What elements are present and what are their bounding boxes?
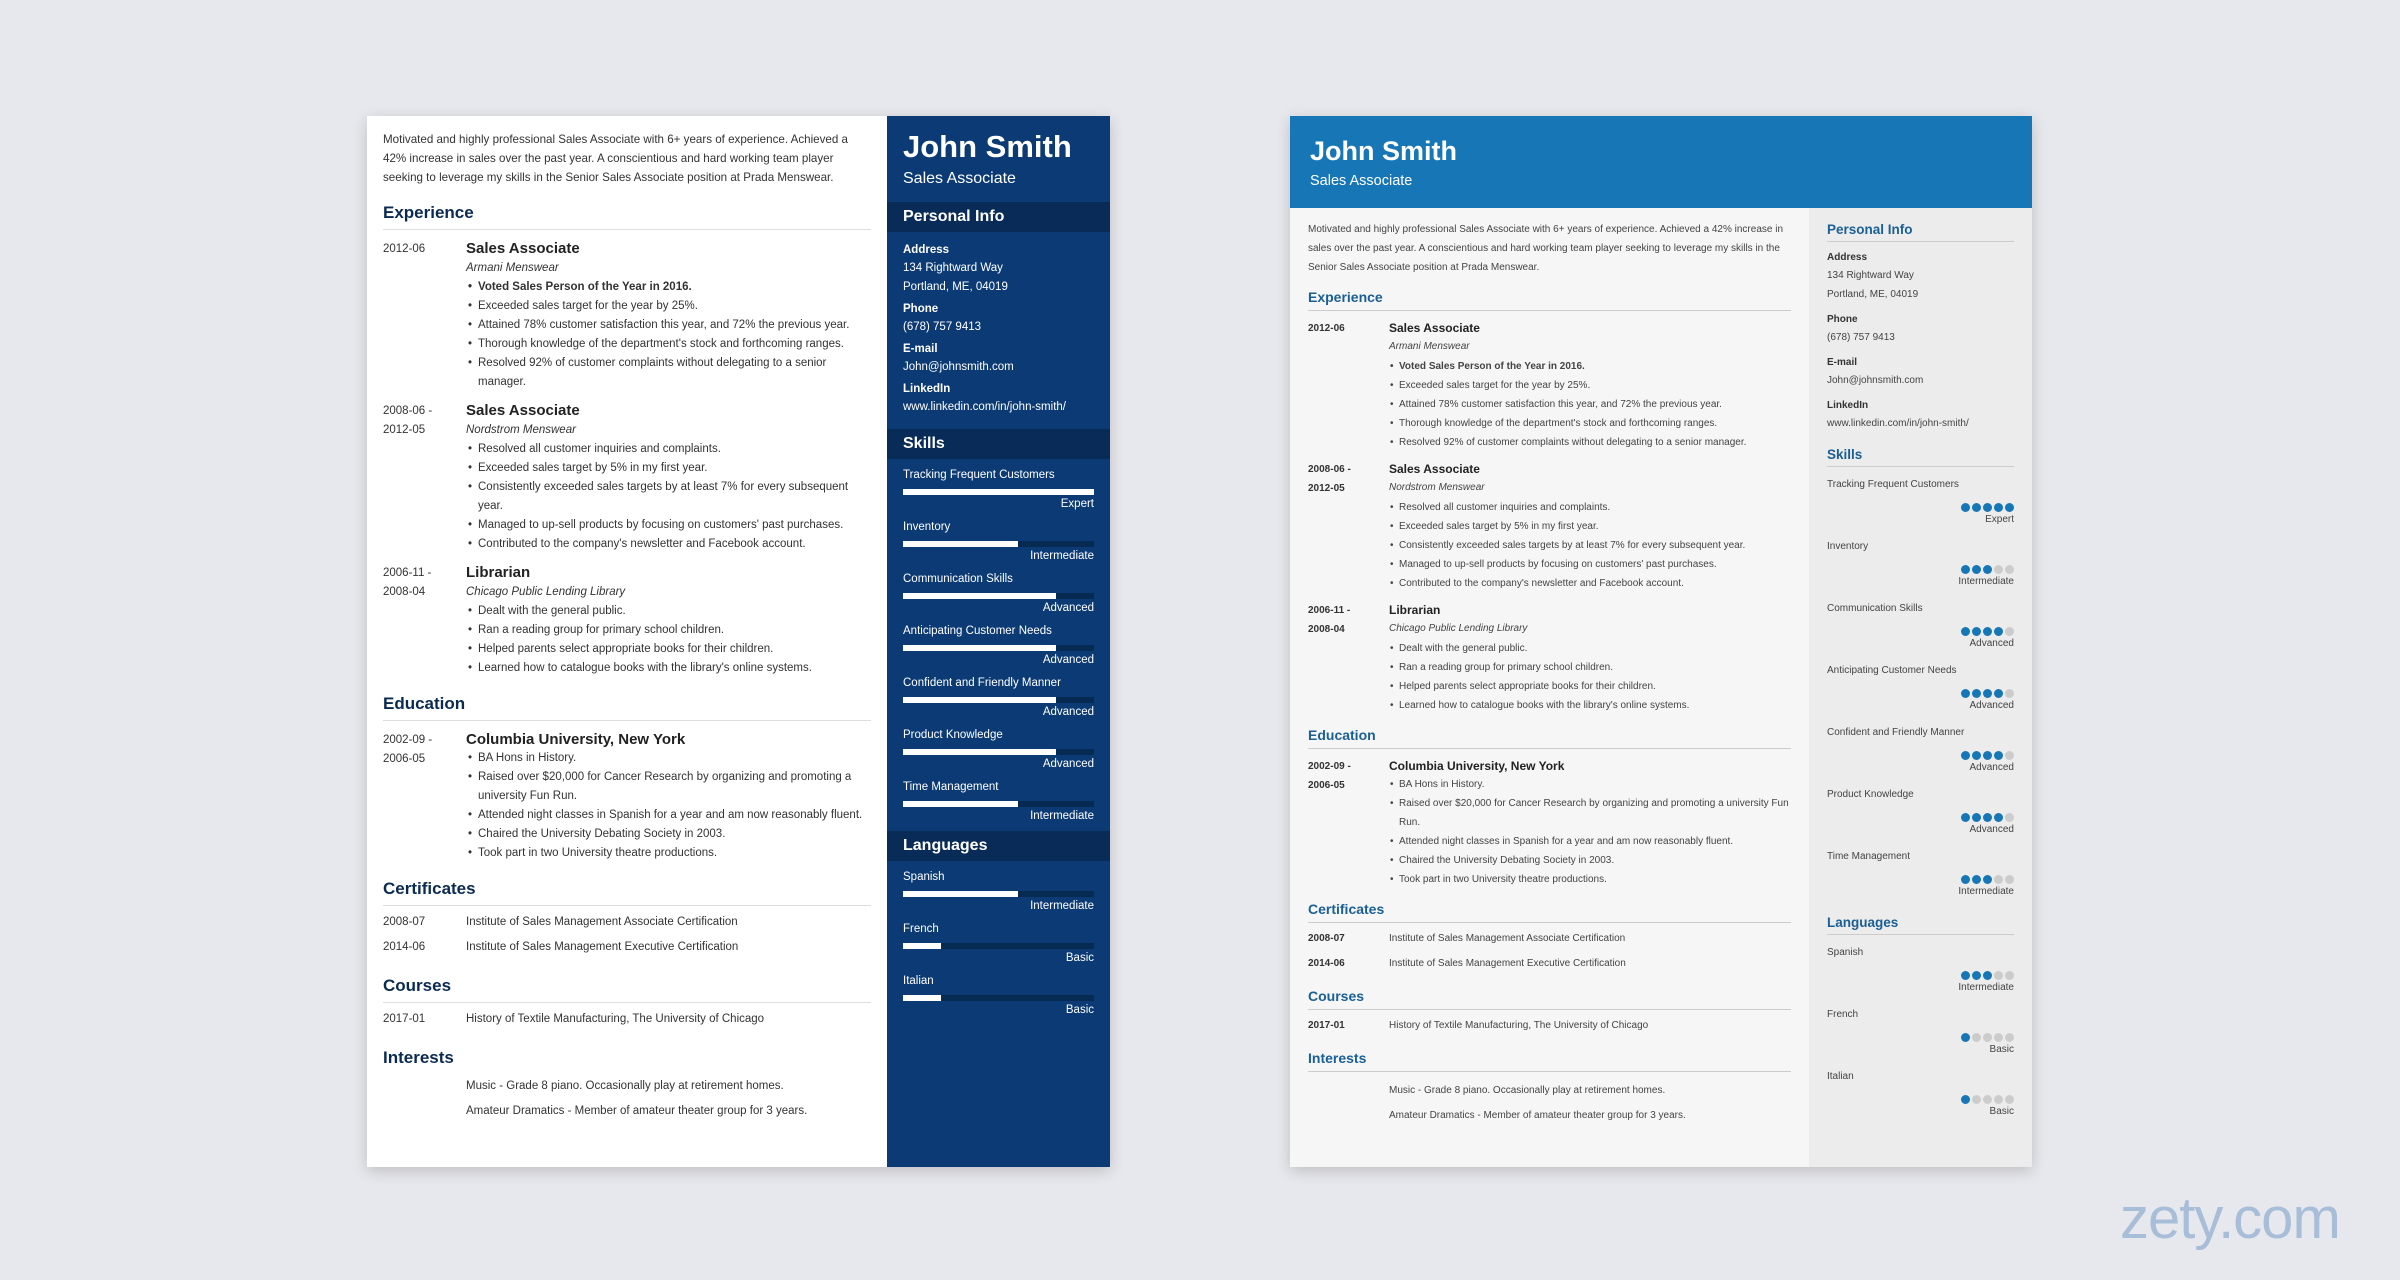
course-name: History of Textile Manufacturing, The University of Chicago <box>466 1013 765 1025</box>
skill-level: Advanced <box>1042 758 1094 770</box>
skill-bar-fill <box>903 593 1056 599</box>
certificates-list <box>1308 926 1791 976</box>
certificate-row <box>383 935 871 960</box>
rating-dot <box>1972 503 1981 512</box>
candidate-title: Sales Associate <box>1310 173 1413 189</box>
skill-name: Time Management <box>903 781 999 793</box>
skill-name: Product Knowledge <box>903 729 1003 741</box>
skills-heading: Skills <box>887 429 1110 459</box>
skill-item <box>1827 663 2014 715</box>
skill-level: Intermediate <box>1958 576 2014 587</box>
interests-heading: Interests <box>383 1048 454 1067</box>
exp-date-end: 2008-04 <box>1308 624 1345 635</box>
bullet-item: • Chaired the University Debating Society in 2003. <box>466 825 871 844</box>
certificate-date: 2008-07 <box>1308 933 1345 944</box>
experience-heading: Experience <box>1308 289 1791 311</box>
edu-date-start: 2002-09 - <box>383 734 433 746</box>
skill-bar-fill <box>903 891 1018 897</box>
bullet-item: • Helped parents select appropriate books for their children. <box>1389 677 1791 696</box>
skill-rating <box>1827 499 2014 511</box>
skill-level: Advanced <box>1969 762 2014 773</box>
bullet-item: • Consistently exceeded sales targets by at least 7% for every subsequent year. <box>466 478 871 516</box>
skill-rating <box>1827 623 2014 635</box>
skill-level: Expert <box>1985 514 2014 525</box>
role-title: Librarian <box>466 564 531 581</box>
zety-logo[interactable]: zety.com <box>2120 1186 2340 1251</box>
experience-entry <box>383 402 871 554</box>
skill-level: Intermediate <box>1030 900 1094 912</box>
certificate-name: Institute of Sales Management Associate Certification <box>1389 933 1626 944</box>
skill-name: Inventory <box>1827 541 1869 552</box>
skill-bar <box>903 943 1094 949</box>
experience-body <box>1389 601 1791 715</box>
education-entry <box>1308 757 1791 889</box>
certificates-heading: Certificates <box>383 879 871 906</box>
skill-item <box>1827 1069 2014 1121</box>
skill-name: Communication Skills <box>903 573 1013 585</box>
skill-level: Expert <box>1060 498 1094 510</box>
skill-level: Basic <box>1989 1106 2014 1117</box>
skill-name: Confident and Friendly Manner <box>903 677 1061 689</box>
experience-bullets <box>1389 498 1791 593</box>
education-entry <box>383 731 871 863</box>
resume-sidebar <box>1809 208 2032 1167</box>
skill-rating <box>1827 809 2014 821</box>
course-date: 2017-01 <box>1308 1020 1345 1031</box>
summary: Motivated and highly professional Sales Associate with 6+ years of experience. Achieved a 42% increase in sales over the past year. A conscientious and hard working team player seeking to leverage my skills in the Senior Sales Associate position at Prada Menswear. <box>383 133 848 184</box>
bullet-item: • Chaired the University Debating Society in 2003. <box>1389 851 1791 870</box>
certificate-name: Institute of Sales Management Associate Certification <box>466 916 738 928</box>
info-value: (678) 757 9413 <box>903 321 982 333</box>
exp-date-end: 2008-04 <box>383 586 426 598</box>
bullet-item: • BA Hons in History. <box>466 749 871 768</box>
experience-heading: Experience <box>383 203 871 230</box>
exp-date-end: 2012-05 <box>383 424 426 436</box>
skill-item <box>1827 1007 2014 1059</box>
skills-list <box>1827 477 2014 901</box>
rating-dot <box>1961 503 1970 512</box>
skill-bar-fill <box>903 995 941 1001</box>
school-name: Columbia University, New York <box>466 731 686 748</box>
skill-bar <box>903 801 1094 807</box>
skill-level: Advanced <box>1042 706 1094 718</box>
experience-entry <box>383 564 871 678</box>
skill-level: Advanced <box>1969 638 2014 649</box>
rating-dot <box>1961 1095 1970 1104</box>
experience-body <box>466 402 871 554</box>
personal-info-heading: Personal Info <box>887 202 1110 232</box>
info-label: E-mail <box>1827 357 1858 368</box>
bullet-item: • Ran a reading group for primary school children. <box>1389 658 1791 677</box>
skill-rating <box>1827 685 2014 697</box>
info-value: Portland, ME, 04019 <box>903 281 1008 293</box>
skill-name: Tracking Frequent Customers <box>903 469 1055 481</box>
bullet-item: • Dealt with the general public. <box>466 602 871 621</box>
bullet-item: • Contributed to the company's newsletter and Facebook account. <box>1389 574 1791 593</box>
languages-list <box>887 861 1110 1019</box>
skill-bar <box>903 489 1094 495</box>
rating-dot <box>1972 1095 1981 1104</box>
organization: Nordstrom Menswear <box>1389 482 1485 493</box>
skill-name: Communication Skills <box>1827 603 1923 614</box>
experience-bullets <box>1389 357 1791 452</box>
exp-date-start: 2012-06 <box>383 243 426 255</box>
info-value: www.linkedin.com/in/john-smith/ <box>903 401 1066 413</box>
bullet-item: • Contributed to the company's newsletter and Facebook account. <box>466 535 871 554</box>
skill-level: Basic <box>1065 1004 1094 1016</box>
info-label: E-mail <box>903 343 938 355</box>
skill-name: Italian <box>903 975 934 987</box>
personal-info <box>887 232 1110 417</box>
rating-dot <box>1961 1033 1970 1042</box>
bullet-item: • Managed to up-sell products by focusing on customers' past purchases. <box>466 516 871 535</box>
bullet-item: • Took part in two University theatre productions. <box>1389 870 1791 889</box>
organization: Nordstrom Menswear <box>466 424 576 436</box>
experience-bullets <box>1389 639 1791 715</box>
info-value: 134 Rightward Way <box>903 262 1003 274</box>
bullet-item: • Took part in two University theatre productions. <box>466 844 871 863</box>
resume-main-column <box>367 116 887 1167</box>
candidate-name: John Smith <box>903 129 1072 164</box>
role-title: Sales Associate <box>466 240 580 257</box>
info-label: LinkedIn <box>1827 400 1869 411</box>
course-row <box>1308 1013 1791 1038</box>
skill-name: Anticipating Customer Needs <box>903 625 1052 637</box>
certificate-row <box>383 910 871 935</box>
edu-date-start: 2002-09 - <box>1308 761 1351 772</box>
bullet-item: • Ran a reading group for primary school children. <box>466 621 871 640</box>
bullet-item: • Exceeded sales target for the year by 25%. <box>1389 376 1791 395</box>
bullet-item: • Voted Sales Person of the Year in 2016. <box>466 278 871 297</box>
certificates-heading: Certificates <box>1308 901 1791 923</box>
skill-rating <box>1827 561 2014 573</box>
skill-item <box>1827 787 2014 839</box>
info-label: Phone <box>1827 314 1858 325</box>
courses-list <box>383 1007 871 1032</box>
info-value: John@johnsmith.com <box>1827 375 1924 386</box>
certificate-name: Institute of Sales Management Executive Certification <box>1389 958 1626 969</box>
experience-body <box>1389 319 1791 452</box>
skill-bar <box>903 995 1094 1001</box>
skill-level: Intermediate <box>1958 982 2014 993</box>
experience-dates <box>1308 601 1389 715</box>
interests-list <box>1308 1078 1791 1128</box>
info-value: www.linkedin.com/in/john-smith/ <box>1827 418 1969 429</box>
bullet-item: • Raised over $20,000 for Cancer Research by organizing and promoting a university Fun Run. <box>466 768 871 806</box>
exp-date-start: 2006-11 - <box>1308 605 1351 616</box>
skill-level: Advanced <box>1042 654 1094 666</box>
bullet-item: • Raised over $20,000 for Cancer Research by organizing and promoting a university Fun Run. <box>1389 794 1791 832</box>
school-name: Columbia University, New York <box>1389 759 1565 773</box>
bullet-item: • Dealt with the general public. <box>1389 639 1791 658</box>
skill-rating <box>1827 747 2014 759</box>
edu-date-end: 2006-05 <box>383 753 426 765</box>
experience-dates <box>1308 319 1389 452</box>
skill-name: Spanish <box>1827 947 1864 958</box>
rating-dot <box>1961 813 1970 822</box>
bullet-item: • Helped parents select appropriate books for their children. <box>466 640 871 659</box>
skill-item <box>1827 849 2014 901</box>
role-title: Sales Associate <box>1389 462 1480 476</box>
info-label: Address <box>1827 252 1868 263</box>
experience-dates <box>383 240 466 392</box>
courses-list <box>1308 1013 1791 1038</box>
organization: Armani Menswear <box>1389 341 1470 352</box>
resume-sidebar <box>887 116 1110 1167</box>
certificates-list <box>383 910 871 960</box>
info-value: Portland, ME, 04019 <box>1827 289 1919 300</box>
skill-bar-fill <box>903 697 1056 703</box>
skills-heading: Skills <box>1827 447 2014 467</box>
skill-name: Anticipating Customer Needs <box>1827 665 1957 676</box>
skill-level: Intermediate <box>1030 810 1094 822</box>
course-row <box>383 1007 871 1032</box>
skill-level: Intermediate <box>1958 886 2014 897</box>
organization: Chicago Public Lending Library <box>466 586 626 598</box>
languages-list <box>1827 945 2014 1121</box>
education-heading: Education <box>1308 727 1791 749</box>
experience-dates <box>383 402 466 554</box>
skill-name: Italian <box>1827 1071 1854 1082</box>
skill-bar-fill <box>903 749 1056 755</box>
bullet-item: • Resolved 92% of customer complaints without delegating to a senior manager. <box>466 354 871 392</box>
experience-dates <box>1308 460 1389 593</box>
experience-bullets <box>466 440 871 554</box>
certificate-date: 2014-06 <box>1308 958 1345 969</box>
exp-date-start: 2008-06 - <box>383 405 433 417</box>
skill-level: Advanced <box>1969 700 2014 711</box>
role-title: Sales Associate <box>466 402 580 419</box>
info-value: 134 Rightward Way <box>1827 270 1914 281</box>
organization: Chicago Public Lending Library <box>1389 623 1528 634</box>
education-bullets <box>466 749 871 863</box>
skill-bar-fill <box>903 645 1056 651</box>
course-date: 2017-01 <box>383 1013 426 1025</box>
courses-heading: Courses <box>1308 988 1791 1010</box>
info-label: Phone <box>903 303 939 315</box>
bullet-item: • Exceeded sales target for the year by 25%. <box>466 297 871 316</box>
bullet-item: • Attended night classes in Spanish for a year and am now reasonably fluent. <box>1389 832 1791 851</box>
skill-item <box>1827 945 2014 997</box>
info-value: John@johnsmith.com <box>903 361 1014 373</box>
bullet-item: • Thorough knowledge of the department's stock and forthcoming ranges. <box>466 335 871 354</box>
skill-bar <box>903 891 1094 897</box>
skill-bar <box>903 697 1094 703</box>
rating-dot <box>1961 689 1970 698</box>
skill-name: Inventory <box>903 521 951 533</box>
skill-rating <box>1827 1029 2014 1041</box>
exp-date-end: 2012-05 <box>1308 483 1345 494</box>
resume-teal <box>1290 116 2032 1167</box>
certificate-date: 2008-07 <box>383 916 426 928</box>
bullet-item: • Exceeded sales target by 5% in my first year. <box>466 459 871 478</box>
languages-heading: Languages <box>887 831 1110 861</box>
skill-bar <box>903 749 1094 755</box>
education-bullets <box>1389 775 1791 889</box>
skill-level: Advanced <box>1969 824 2014 835</box>
bullet-item: • Thorough knowledge of the department's stock and forthcoming ranges. <box>1389 414 1791 433</box>
skill-name: Confident and Friendly Manner <box>1827 727 1965 738</box>
course-name: History of Textile Manufacturing, The University of Chicago <box>1389 1020 1649 1031</box>
bullet-item: • BA Hons in History. <box>1389 775 1791 794</box>
skill-item <box>1827 539 2014 591</box>
skill-item <box>1827 477 2014 529</box>
skill-bar <box>903 541 1094 547</box>
bullet-item: • Managed to up-sell products by focusing on customers' past purchases. <box>1389 555 1791 574</box>
skill-rating <box>1827 871 2014 883</box>
experience-body <box>466 564 871 678</box>
experience-dates <box>383 564 466 678</box>
courses-heading: Courses <box>383 976 871 1003</box>
bullet-item: • Learned how to catalogue books with the library's online systems. <box>1389 696 1791 715</box>
skill-rating <box>1827 1091 2014 1103</box>
certificate-row <box>1308 926 1791 951</box>
bullet-item: • Consistently exceeded sales targets by at least 7% for every subsequent year. <box>1389 536 1791 555</box>
bullet-item: • Resolved 92% of customer complaints without delegating to a senior manager. <box>1389 433 1791 452</box>
skill-level: Advanced <box>1042 602 1094 614</box>
resume-header <box>1290 116 2032 208</box>
skills-list <box>887 459 1110 825</box>
organization: Armani Menswear <box>466 262 559 274</box>
experience-entry <box>1308 601 1791 715</box>
skill-item <box>1827 601 2014 653</box>
interest-item: Amateur Dramatics - Member of amateur theater group for 3 years. <box>1389 1110 1686 1121</box>
resume-navy <box>367 116 1110 1167</box>
personal-info <box>1827 250 2014 433</box>
skill-bar-fill <box>903 541 1018 547</box>
languages-heading: Languages <box>1827 915 2014 935</box>
bullet-item: • Learned how to catalogue books with the library's online systems. <box>466 659 871 678</box>
bullet-item: • Resolved all customer inquiries and complaints. <box>1389 498 1791 517</box>
skill-level: Basic <box>1989 1044 2014 1055</box>
skill-bar <box>903 593 1094 599</box>
interest-item: Music - Grade 8 piano. Occasionally play at retirement homes. <box>466 1080 784 1092</box>
education-heading: Education <box>383 694 871 721</box>
personal-info-heading: Personal Info <box>1827 222 2014 242</box>
interest-item: Amateur Dramatics - Member of amateur theater group for 3 years. <box>466 1105 808 1117</box>
experience-body <box>466 240 871 392</box>
experience-bullets <box>466 278 871 392</box>
candidate-title: Sales Associate <box>903 170 1016 187</box>
candidate-name: John Smith <box>1310 136 1457 166</box>
bullet-item: • Attained 78% customer satisfaction this year, and 72% the previous year. <box>466 316 871 335</box>
exp-date-start: 2008-06 - <box>1308 464 1351 475</box>
skill-bar-fill <box>903 943 941 949</box>
experience-entry <box>1308 460 1791 593</box>
bullet-item: • Resolved all customer inquiries and complaints. <box>466 440 871 459</box>
experience-list <box>1308 319 1791 715</box>
skill-bar-fill <box>903 801 1018 807</box>
role-title: Sales Associate <box>1389 321 1480 335</box>
skill-name: Spanish <box>903 871 945 883</box>
bullet-item: • Attained 78% customer satisfaction this year, and 72% the previous year. <box>1389 395 1791 414</box>
exp-date-start: 2012-06 <box>1308 323 1345 334</box>
edu-date-end: 2006-05 <box>1308 780 1345 791</box>
experience-bullets <box>466 602 871 678</box>
certificate-date: 2014-06 <box>383 941 426 953</box>
experience-entry <box>383 240 871 392</box>
bullet-item: • Voted Sales Person of the Year in 2016. <box>1389 357 1791 376</box>
skill-level: Intermediate <box>1030 550 1094 562</box>
rating-dot <box>1972 1033 1981 1042</box>
skill-rating <box>1827 967 2014 979</box>
info-label: LinkedIn <box>903 383 951 395</box>
info-value: (678) 757 9413 <box>1827 332 1895 343</box>
summary: Motivated and highly professional Sales Associate with 6+ years of experience. Achieved a 42% increase in sales over the past year. A conscientious and hard working team player seeking to leverage my skills in the Senior Sales Associate position at Prada Menswear. <box>1308 224 1783 273</box>
skill-bar <box>903 645 1094 651</box>
bullet-item: • Attended night classes in Spanish for a year and am now reasonably fluent. <box>466 806 871 825</box>
exp-date-start: 2006-11 - <box>383 567 432 579</box>
skill-level: Basic <box>1065 952 1094 964</box>
rating-dot <box>1961 751 1970 760</box>
skill-name: French <box>903 923 939 935</box>
interests-heading: Interests <box>1308 1050 1791 1072</box>
resume-main-column <box>1290 208 1809 1167</box>
info-label: Address <box>903 244 950 256</box>
skill-item <box>1827 725 2014 777</box>
certificate-row <box>1308 951 1791 976</box>
certificate-name: Institute of Sales Management Executive Certification <box>466 941 739 953</box>
skill-name: Time Management <box>1827 851 1910 862</box>
experience-list <box>383 240 871 678</box>
interest-item: Music - Grade 8 piano. Occasionally play at retirement homes. <box>1389 1085 1666 1096</box>
experience-entry <box>1308 319 1791 452</box>
role-title: Librarian <box>1389 603 1441 617</box>
skill-bar-fill <box>903 489 1094 495</box>
skill-name: Product Knowledge <box>1827 789 1914 800</box>
interests-list <box>383 1074 871 1124</box>
bullet-item: • Exceeded sales target by 5% in my first year. <box>1389 517 1791 536</box>
skill-name: Tracking Frequent Customers <box>1827 479 1959 490</box>
skill-name: French <box>1827 1009 1859 1020</box>
experience-body <box>1389 460 1791 593</box>
rating-dot <box>1961 627 1970 636</box>
